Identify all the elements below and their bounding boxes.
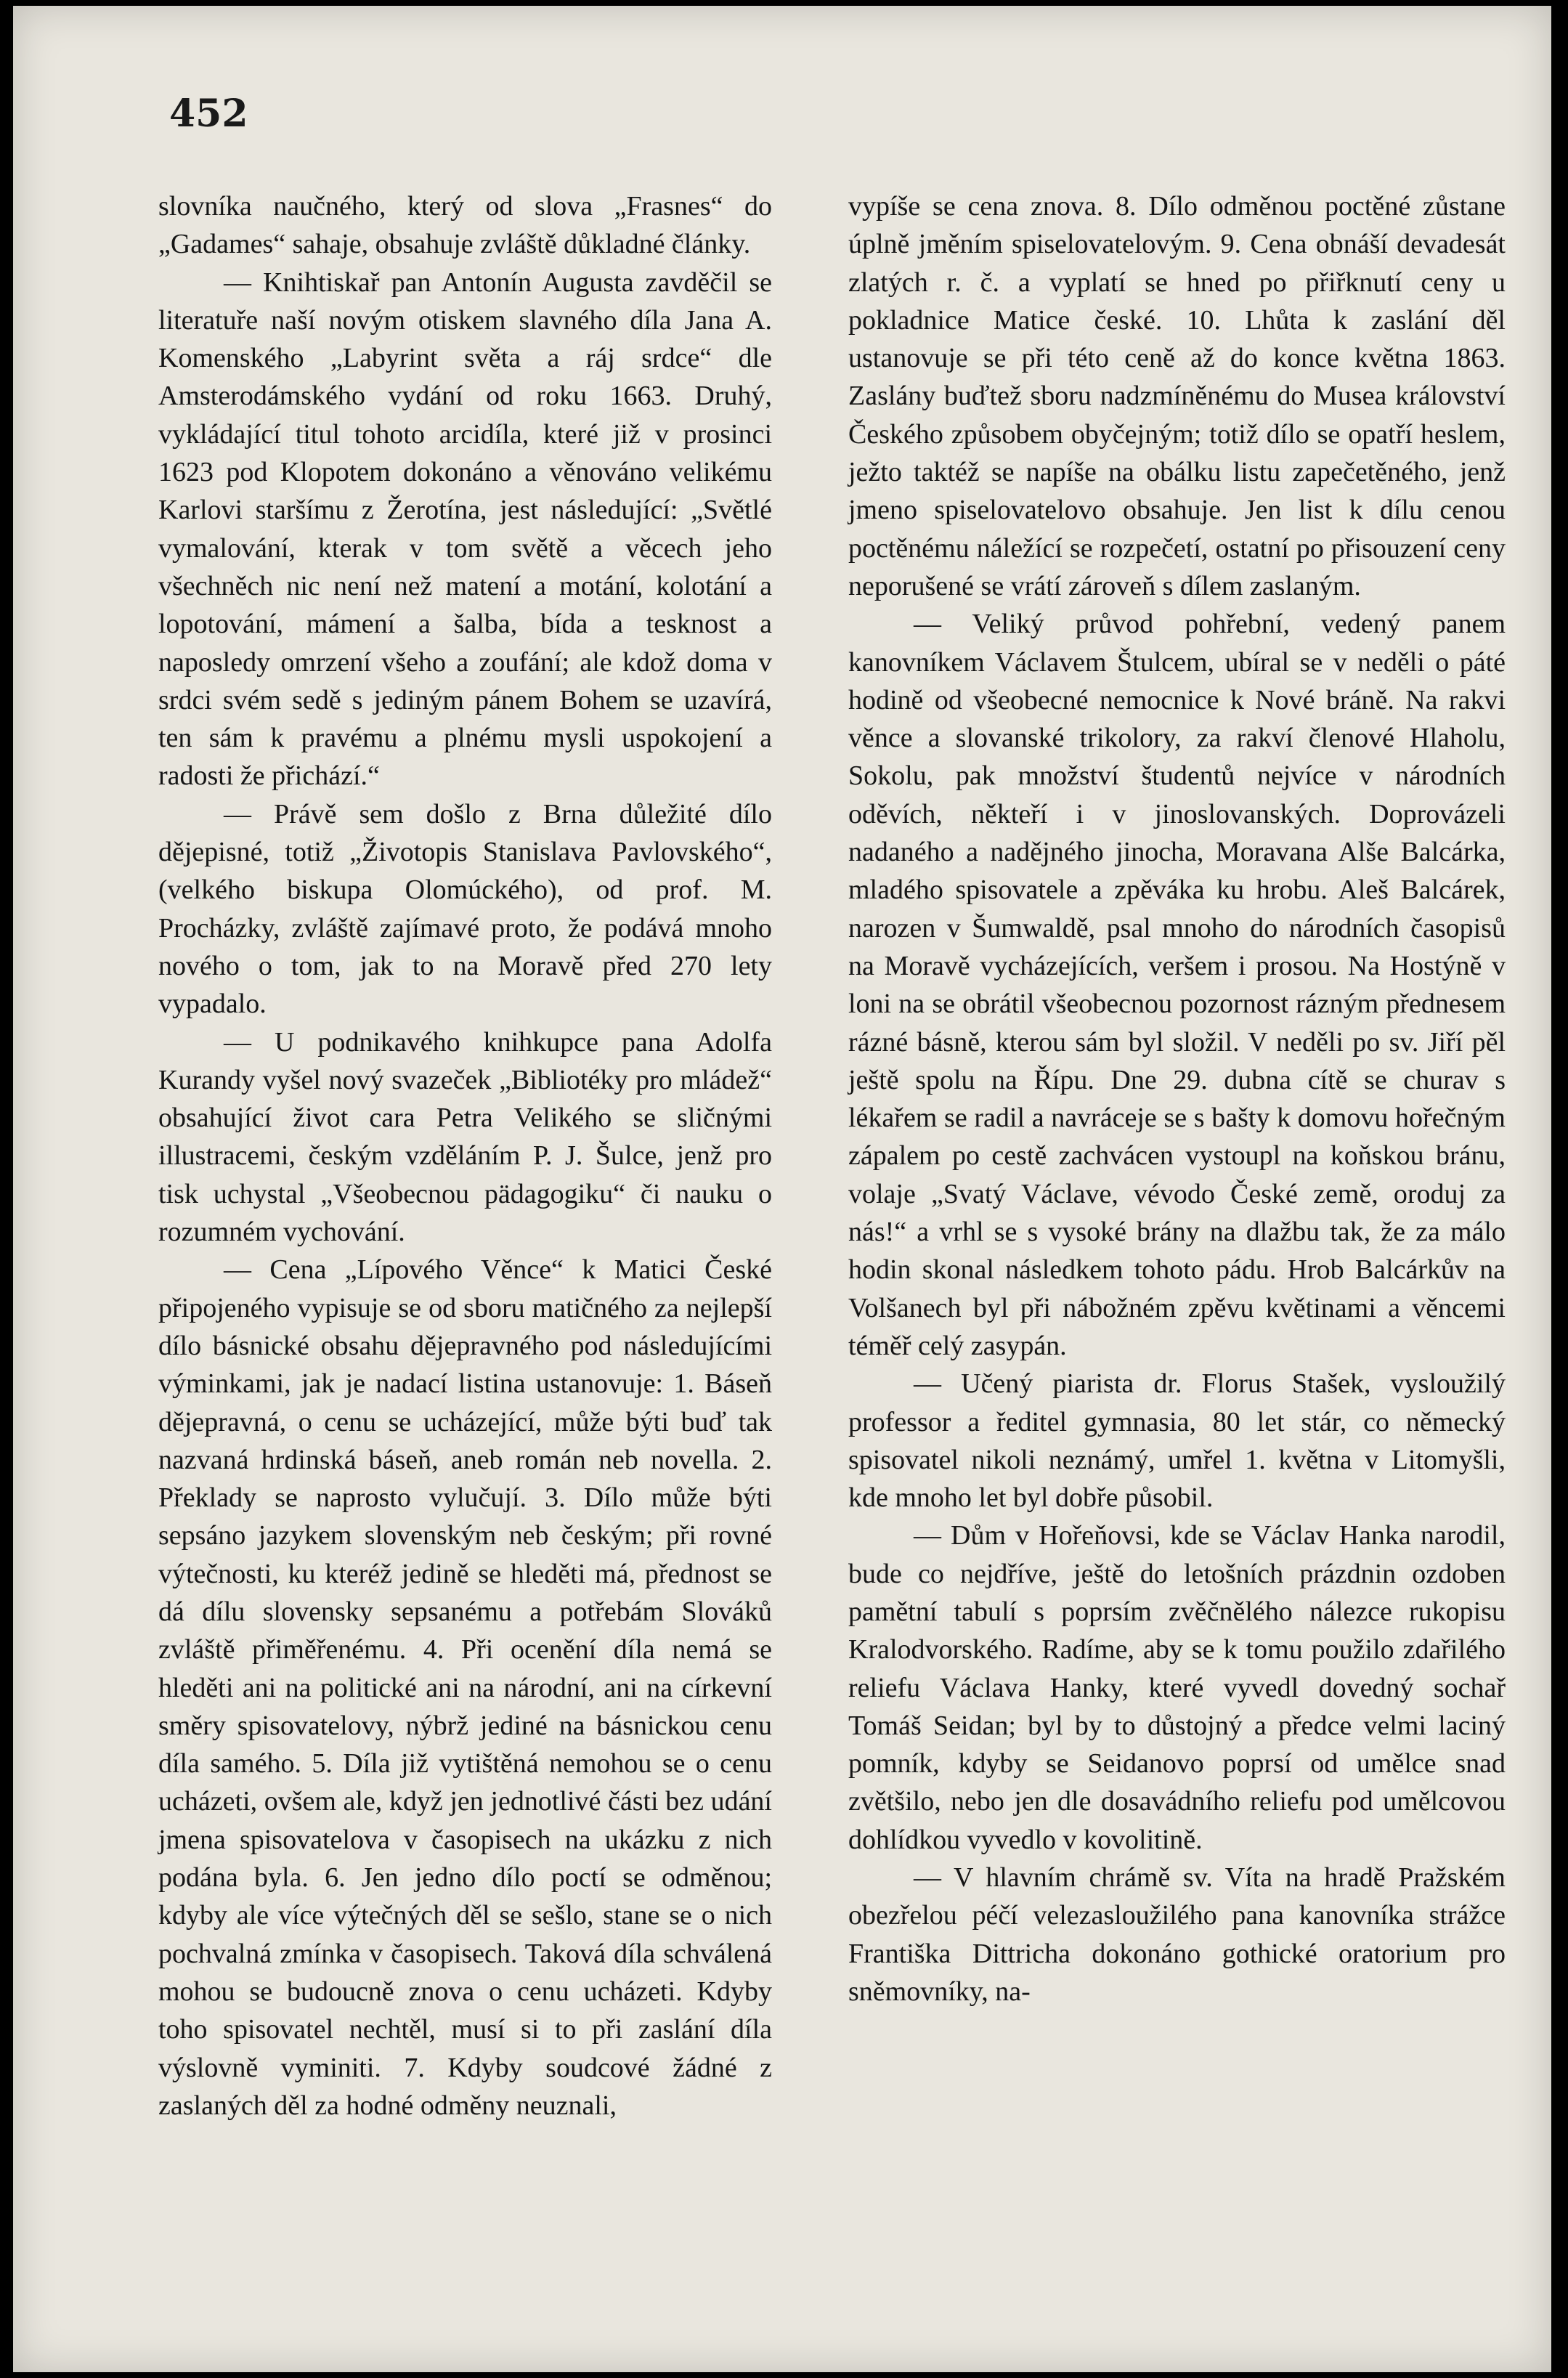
paragraph: — V hlavním chrámě sv. Víta na hradě Pražském obezřelou péčí velezasloužilého pana kanovníka strážce Františka Dittricha dokonáno gothické oratorium pro sněmovníky, na- (848, 1862, 1506, 2007)
right-column (848, 187, 1506, 2010)
paragraph: — Právě sem došlo z Brna důležité dílo dějepisné, totiž „Životopis Stanislava Pavlovského“, (velkého biskupa Olomúckého), od prof. M. Procházky, zvláště zajímavé proto, že podává mnoho nového o tom, jak to na Moravě před 270 lety vypadalo. (158, 798, 772, 1020)
paragraph: — Učený piarista dr. Florus Stašek, vysloužilý professor a ředitel gymnasia, 80 let stár, co německý spisovatel nikoli neznámý, umřel 1. května v Litomyšli, kde mnoho let byl dobře působil. (848, 1368, 1506, 1514)
paragraph: — Veliký průvod pohřební, vedený panem kanovníkem Václavem Štulcem, ubíral se v neděli o páté hodině od všeobecné nemocnice k Nové bráně. Na rakvi věnce a slovanské trikolory, za rakví členové Hlaholu, Sokolu, pak množství študentů nejvíce v národních oděvích, někteří i v jinoslovanských. Doprovázeli nadaného a nadějného jinocha, Moravana Alše Balcárka, mladého spisovatele a zpěváka ku hrobu. Aleš Balcárek, narozen v Šumwaldě, psal mnoho do národních časopisů na Moravě vycházejících, veršem i prosou. Na Hostýně v loni na se obrátil všeobecnou pozornost rázným přednesem rázné básně, kterou sám byl složil. V neděli po sv. Jiří pěl ještě spolu na Řípu. Dne 29. dubna cítě se churav s lékařem se radil a navráceje se s bašty k domovu hořečným zápalem po cestě zachvácen vystoupl na koňskou bránu, volaje „Svatý Václave, vévodo České země, oroduj za nás!“ a vrhl se s vysoké brány na dlažbu tak, že za málo hodin skonal následkem tohoto pádu. Hrob Balcárkův na Volšanech byl při nábožném zpěvu květinami a věncemi téměř celý zasypán. (848, 609, 1506, 1361)
paragraph: — Dům v Hořeňovsi, kde se Václav Hanka narodil, bude co nejdříve, ještě do letošních prázdnin ozdoben pamětní tabulí s poprsím zvěčnělého nálezce rukopisu Kralodvorského. Radíme, aby se k tomu použilo zdařilého reliefu Václava Hanky, které vyvedl dovedný sochař Tomáš Seidan; byl by to důstojný a předce velmi laciný pomník, kdyby se Seidanovo poprsí od umělce snad zvětšilo, nebo jen dle dosavádního reliefu pod umělcovou dohlídkou vyvedlo v kovolitině. (848, 1520, 1506, 1855)
page-number: 452 (169, 92, 248, 136)
left-column (158, 187, 772, 2125)
paragraph: — Knihtiskař pan Antonín Augusta zavděčil se literatuře naší novým otiskem slavného díla Jana A. Komenského „Labyrint světa a ráj srdce“ dle Amsterodámského vydání od roku 1663. Druhý, vykládající titul tohoto arcidíla, které již v prosinci 1623 pod Klopotem dokonáno a věnováno velikému Karlovi staršímu z Žerotína, jest následující: „Světlé vymalování, kterak v tom světě a věcech jeho všechněch nic není než matení a motání, kolotání a lopotování, mámení a šalba, bída a tesknost a naposledy omrzení všeho a zoufání; ale kdož doma v srdci svém sedě s jediným pánem Bohem se uzavírá, ten sám k pravému a plnému mysli uspokojení a radosti že přichází.“ (158, 267, 772, 792)
paragraph: — Cena „Lípového Věnce“ k Matici České připojeného vypisuje se od sboru matičného za nejlepší dílo básnické obsahu dějepravného pod následujícími výminkami, jak je nadací listina ustanovuje: 1. Báseň dějepravná, o cenu se ucházející, může býti buď tak nazvaná hrdinská báseň, aneb román neb novella. 2. Překlady se naprosto vylučují. 3. Dílo může býti sepsáno jazykem slovenským neb českým; při rovné výtečnosti, ku kteréž jedině se hleděti má, přednost se dá dílu slovensky sepsanému a potřebám Slováků zvláště přiměřenému. 4. Při ocenění díla nemá se hleděti ani na politické ani na národní, ani na církevní směry spisovatelovy, nýbrž jediné na básnickou cenu díla samého. 5. Díla již vytištěná nemohou se o cenu ucházeti, ovšem ale, když jen jednotlivé části bez udání jmena spisovatelova v časopisech na ukázku z nich podána byla. 6. Jen jedno dílo poctí se odměnou; kdyby ale více výtečných děl se sešlo, stane se o nich pochvalná zmínka v časopisech. Taková díla schválená mohou se budoucně znova o cenu ucházeti. Kdyby toho spisovatel nechtěl, musí si to při zaslání díla výslovně vyminiti. 7. Kdyby soudcové žádné z zaslaných děl za hodné odměny neuznali, (158, 1254, 772, 2121)
paragraph: slovníka naučného, který od slova „Frasnes“ do „Gadames“ sahaje, obsahuje zvláště důkladné články. (158, 191, 772, 260)
book-page (13, 6, 1551, 2372)
paragraph: vypíše se cena znova. 8. Dílo odměnou poctěné zůstane úplně jměním spiselovatelovým. 9. Cena obnáší devadesát zlatých r. č. a vyplatí se hned po přiřknutí ceny u pokladnice Matice české. 10. Lhůta k zaslání děl ustanovuje se při této ceně až do konce května 1863. Zaslány buďtež sboru nadzmíněnému do Musea království Českého způsobem obyčejným; totiž dílo se opatří heslem, ježto taktéž se napíše na obálku listu zapečetěného, jenž jmeno spiselovatelovo obsahuje. Jen list k dílu cenou poctěnému náležící se rozpečetí, ostatní po přisouzení ceny neporušené se vrátí zároveň s dílem zaslaným. (848, 191, 1506, 601)
paragraph: — U podnikavého knihkupce pana Adolfa Kurandy vyšel nový svazeček „Bibliotéky pro mládež“ obsahující život cara Petra Velikého se sličnými illustracemi, českým vzděláním P. J. Šulce, jenž pro tisk uchystal „Všeobecnou pädagogiku“ či nauku o rozumném vychování. (158, 1026, 772, 1248)
